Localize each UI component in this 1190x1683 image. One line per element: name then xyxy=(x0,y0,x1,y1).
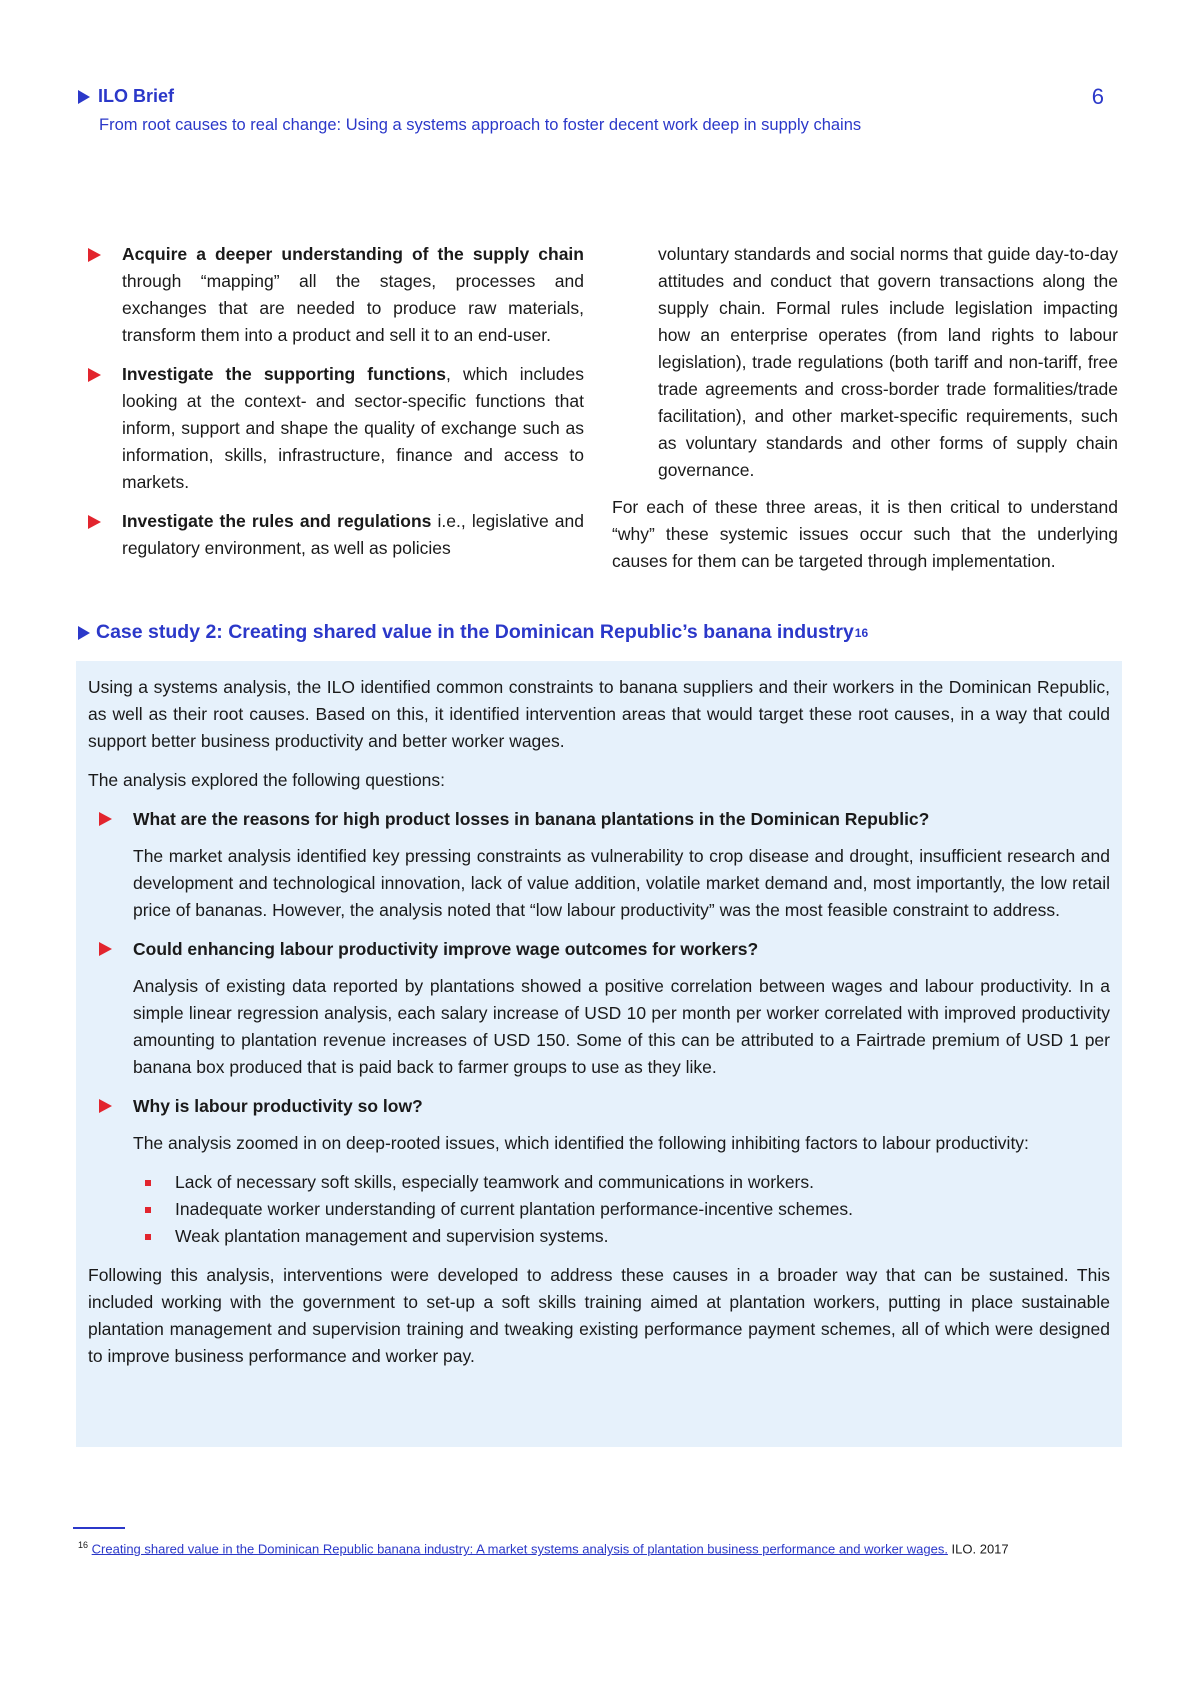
case-intro: Using a systems analysis, the ILO identified common constraints to banana suppliers and their workers in the Dominican Republic, as well as their root causes. Based on this, it identified intervention areas that would target these root causes, in a way that could support better business productivity and better worker wages. xyxy=(88,677,1110,751)
case-lead: The analysis explored the following questions: xyxy=(88,770,446,790)
list-item xyxy=(88,241,584,349)
question-text: Why is labour productivity so low? xyxy=(133,1096,423,1116)
footnote-number: 16 xyxy=(78,1540,89,1550)
list-item xyxy=(133,1223,1110,1250)
bullet-arrow-icon xyxy=(88,248,101,262)
factor-text: Lack of necessary soft skills, especially teamwork and communications in workers. xyxy=(175,1172,814,1192)
factor-text: Weak plantation management and supervision systems. xyxy=(175,1226,609,1246)
bullet-text: i.e., legislative and regulatory environment, as well as policies xyxy=(122,511,584,558)
bullet-arrow-icon xyxy=(88,368,101,382)
brief-label: ILO Brief xyxy=(98,86,175,106)
case-answer: Analysis of existing data reported by plantations showed a positive correlation between wages and labour productivity. In a simple linear regression analysis, each salary increase of USD 10 per month per worker correlated with improved productivity amounting to plantation revenue increases of USD 150. Some of this can be attributed to a Fairtrade premium of USD 1 per banana box produced that is paid back to farmer groups to use as they like. xyxy=(133,976,1110,1077)
bullet-arrow-icon xyxy=(99,812,112,826)
triangle-marker-icon xyxy=(78,90,90,104)
footnote-divider xyxy=(73,1527,125,1529)
inhibiting-factors-list xyxy=(88,1169,1110,1250)
list-item xyxy=(88,361,584,496)
square-bullet-icon xyxy=(145,1207,151,1213)
footnote-reference[interactable]: 16 xyxy=(854,625,869,640)
bullet-text: through “mapping” all the stages, processes and exchanges that are needed to produce raw materials, transform them into a product and sell it to an end-user. xyxy=(122,271,584,345)
brief-label-row xyxy=(78,86,1118,107)
bullet-arrow-icon xyxy=(99,1099,112,1113)
footnote-link[interactable]: Creating shared value in the Dominican Republic banana industry: A market systems analysis of plantation business performance and worker wages. xyxy=(91,1541,948,1557)
case-conclusion: Following this analysis, interventions were developed to address these causes in a broader way that can be sustained. This included working with the government to set-up a soft skills training aimed at plantation workers, putting in place sustainable plantation management and supervision training and tweaking existing performance payment schemes, all of which were designed to improve business performance and worker pay. xyxy=(88,1265,1110,1366)
case-study-heading xyxy=(78,621,868,644)
bullet-continuation-text: voluntary standards and social norms that guide day-to-day attitudes and conduct that govern transactions along the supply chain. Formal rules include legislation impacting how an enterprise operates (from land rights to labour legislation), trade regulations (both tariff and non-tariff, free trade agreements and cross-border trade formalities/trade facilitation), and other market-specific requirements, such as voluntary standards and other forms of supply chain governance. xyxy=(658,244,1118,480)
footnote xyxy=(78,1536,1118,1558)
case-question xyxy=(88,936,1110,963)
right-column xyxy=(612,241,1118,575)
square-bullet-icon xyxy=(145,1234,151,1240)
list-item xyxy=(133,1169,1110,1196)
case-question xyxy=(88,806,1110,833)
triangle-marker-icon xyxy=(78,626,90,640)
square-bullet-icon xyxy=(145,1180,151,1186)
footnote-suffix: ILO. 2017 xyxy=(947,1541,1009,1557)
factor-text: Inadequate worker understanding of current plantation performance-incentive schemes. xyxy=(175,1199,854,1219)
case-answer: The analysis zoomed in on deep-rooted issues, which identified the following inhibiting factors to labour productivity: xyxy=(133,1133,1029,1153)
bullet-bold-lead: Investigate the rules and regulations xyxy=(122,511,432,531)
bullet-bold-lead: Investigate the supporting functions xyxy=(122,364,447,384)
list-item xyxy=(88,508,584,562)
case-study-box xyxy=(76,661,1122,1447)
body-paragraph: For each of these three areas, it is then critical to understand “why” these systemic issues occur such that the underlying causes for them can be targeted through implementation. xyxy=(612,497,1118,571)
bullet-arrow-icon xyxy=(88,515,101,529)
question-text: Could enhancing labour productivity improve wage outcomes for workers? xyxy=(133,939,759,959)
page-number: 6 xyxy=(1091,84,1104,109)
bullet-bold-lead: Acquire a deeper understanding of the supply chain xyxy=(122,244,584,264)
question-text: What are the reasons for high product losses in banana plantations in the Dominican Republic? xyxy=(133,809,930,829)
case-study-title: Case study 2: Creating shared value in the Dominican Republic’s banana industry xyxy=(96,621,854,643)
case-answer: The market analysis identified key pressing constraints as vulnerability to crop disease and drought, insufficient research and development and technological innovation, lack of value addition, volatile market demand and, most importantly, the low retail price of bananas. However, the analysis noted that “low labour productivity” was the most feasible constraint to address. xyxy=(133,846,1110,920)
document-subtitle: From root causes to real change: Using a systems approach to foster decent work deep in supply chains xyxy=(99,116,862,134)
left-column xyxy=(88,241,584,574)
bullet-text: , which includes looking at the context- and sector-specific functions that inform, support and shape the quality of exchange such as information, skills, infrastructure, finance and access to markets. xyxy=(122,364,584,492)
bullet-arrow-icon xyxy=(99,942,112,956)
list-item xyxy=(133,1196,1110,1223)
case-question xyxy=(88,1093,1110,1120)
page-header xyxy=(78,86,1118,135)
